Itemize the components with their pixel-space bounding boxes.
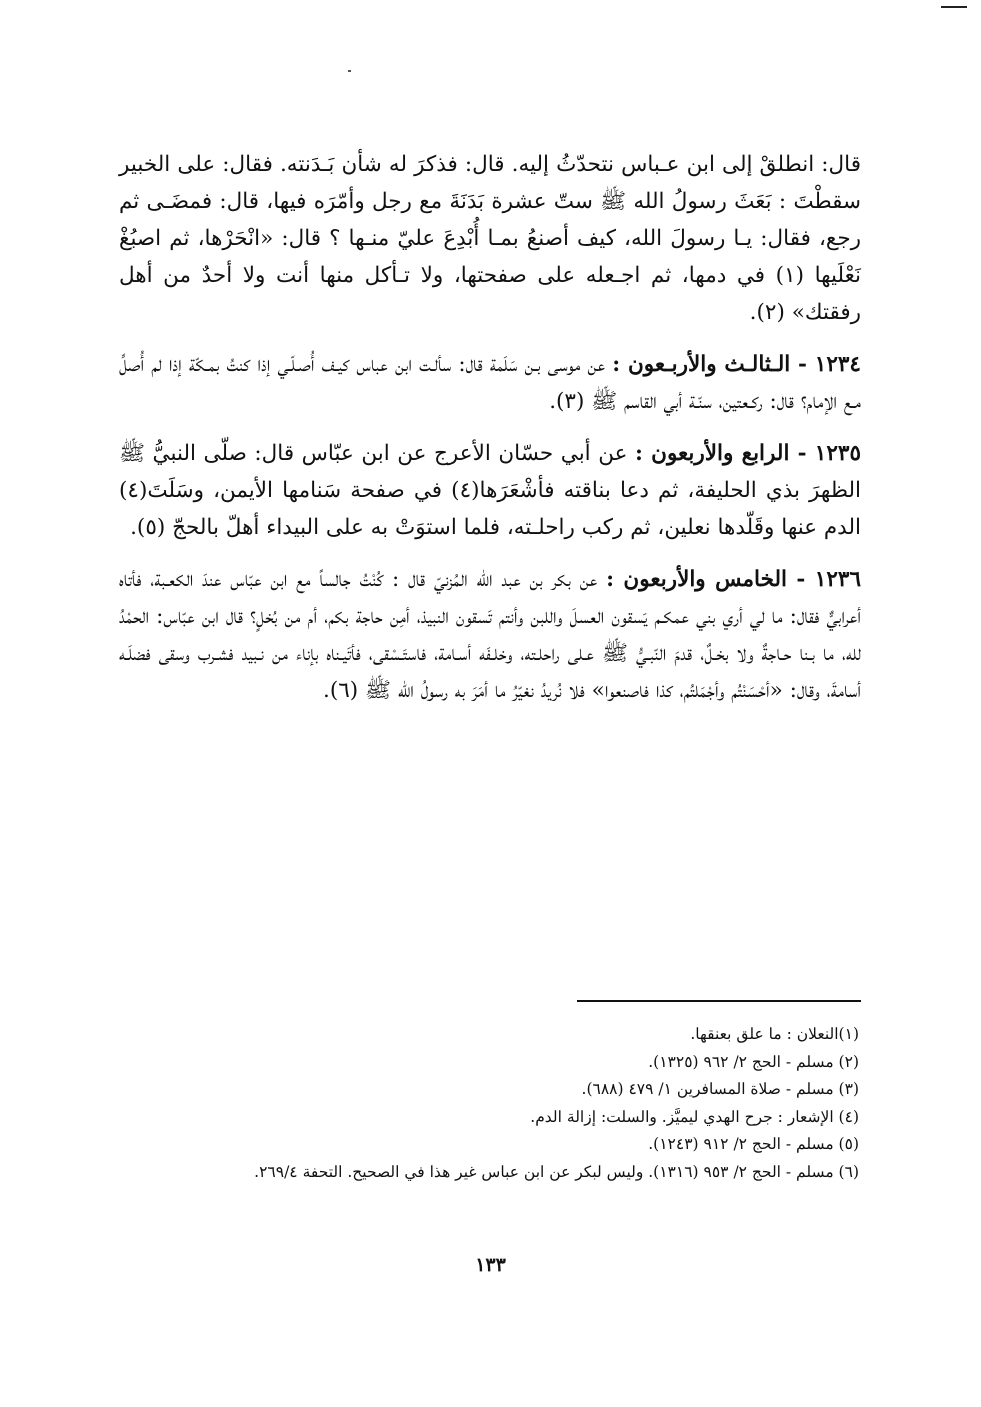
- paragraph-1234: [119, 346, 861, 420]
- footnote-item: (٦) مسلم - الحج ٢/ ٩٥٣ (١٣١٦). وليس لبكر عن ابن عباس غير هذا في الصحيح. التحفة ٢٦٩/٤.: [254, 1162, 859, 1181]
- paragraph-heading: ١٢٣٤ - الـثالـث والأربـعون :: [612, 352, 861, 377]
- paragraph-heading: ١٢٣٥ - الرابع والأربعون :: [635, 441, 861, 466]
- footnote-item: (١)النعلان : ما علق بعنقها.: [690, 1025, 859, 1043]
- page-number: ١٣٣: [475, 1254, 506, 1276]
- paragraph-1236: [119, 561, 861, 709]
- footnote-item: (٥) مسلم - الحج ٢/ ٩١٢ (١٢٤٣).: [648, 1135, 859, 1153]
- main-text: [119, 146, 861, 724]
- footnote-divider: [577, 1000, 861, 1002]
- paragraph-heading: ١٢٣٦ - الخامس والأربعون :: [606, 567, 861, 592]
- footnote-item: (٤) الإشعار : جرح الهدي ليميَّز. والسلت: إزالة الدم.: [530, 1107, 859, 1126]
- footnote-item: (٣) مسلم - صلاة المسافرين ١/ ٤٧٩ (٦٨٨).: [581, 1080, 859, 1098]
- footnote-item: (٢) مسلم - الحج ٢/ ٩٦٢ (١٣٢٥).: [648, 1052, 859, 1071]
- scan-speck: [348, 70, 351, 72]
- paragraph-1235: [119, 435, 861, 546]
- paragraph-continuation: [119, 146, 861, 331]
- paragraph-text: عن أبي حسّان الأعرج عن ابن عبّاس قال: صلّى النبيُّ ﷺ الظهرَ بذي الحليفة، ثم دعا بناقته فأشْعَرَها(٤) في صفحة سَنامها الأيمن، وسَلَتَ(٤) الدم عنها وقَلّدها نعلين، ثم ركب راحلـته، فلما استوَتْ به على البيداء أهلّ بالحجّ (٥).: [119, 441, 861, 540]
- paragraph-text: قال: انطلقْ إلى ابن عـباس نتحدّثُ إليه. قال: فذكرَ له شأن بَـدَنته. فقال: على الخبير سقطْتَ : بَعَثَ رسولُ الله ﷺ ستّ عشرة بَدَنَةَ مع رجل وأمّرَه فيها، قال: فمضَـى ثم رجع، فقال: يـا رسولَ الله، كيف أصنعُ بمـا أُبْدِعَ عليّ منـها ؟ قال: «انْحَرْها، ثم اصبُغْ نَعْلَيها (١) في دمها، ثم اجـعله على صفحتها، ولا تـأكل منها أنت ولا أحدٌ من أهل رفقتك» (٢).: [119, 152, 861, 325]
- footnotes-list: [117, 1021, 859, 1186]
- scan-corner-mark: [941, 6, 967, 8]
- paragraph-text: عن موسى بـن سَلَمة قال: سألـت ابن عباس كيـف أُصـلّـي إذا كنتُ بمـكّة إذا لم أُصلِّ مـع الإمام؟ قال: ركـعتين، سنّـة أبي القاسم ﷺ (٣).: [119, 352, 861, 414]
- paragraph-text: عن بكر بن عبد الله المُزنيّ قال : كُنْتُ جالساً مع ابن عبّاس عندَ الكعـبة، فأتاه أعرابيٌّ فقال: ما لي أري بني عمكـم يَسقون العسلَ واللبن وأنتم تَسقون النبيذ، أمِن حاجة بكم، أم من بُخلٍ؟ قال ابن عبّاس: الحمْدُ لله، ما بـنا حـاجةٌ ولا بخـلٌ، قدمَ النّبـيُّ ﷺ عـلى راحلـته، وخلـفَه أسـامة، فاستَـسْقى، فأتَيـناه بإناء من نـبيد فشـرب وسقى فضلَـه أسامةَ، وقال: «أحْسَنْتُم وأجْمَلتُم، كذا فاصنعوا» فلا نُريدُ نغيّرُ ما أمَرَ به رسولُ الله ﷺ (٦).: [119, 567, 861, 703]
